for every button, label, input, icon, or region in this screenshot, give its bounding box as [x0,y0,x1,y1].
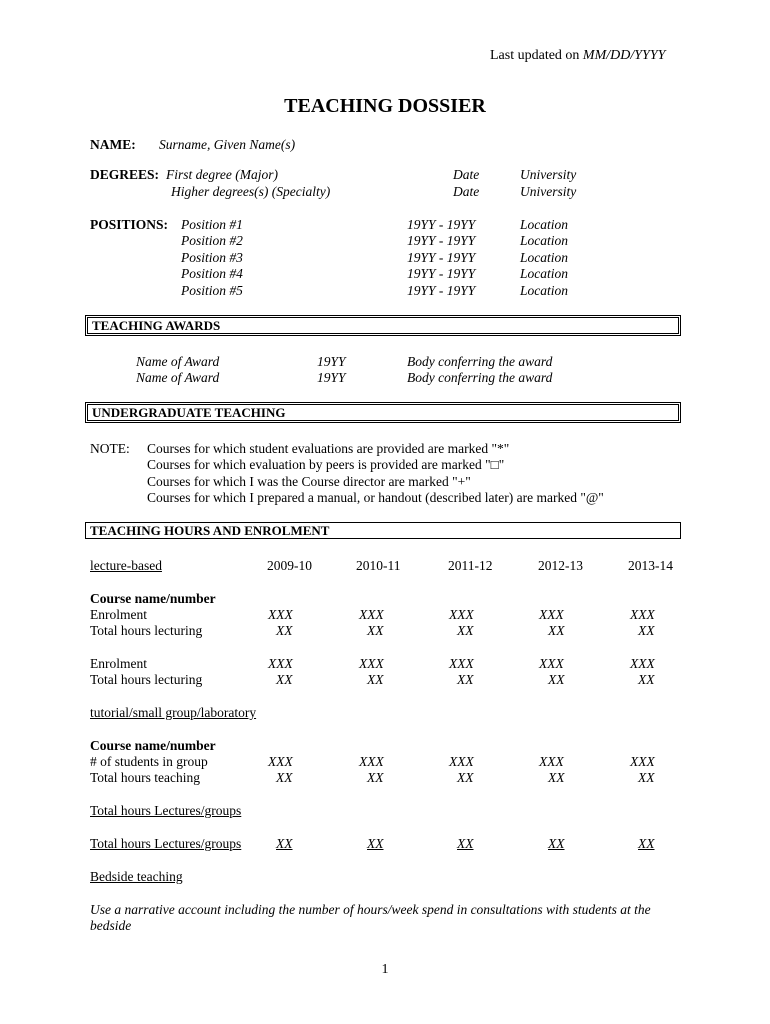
award-2-name: Name of Award [136,370,220,385]
position-3-years: 19YY - 19YY [407,250,476,265]
total-lectures-groups-label-1: Total hours Lectures/groups [90,803,242,818]
year-col-1: 2009-10 [267,558,312,573]
enrolment-1-y2: XXX [359,607,384,622]
position-5: Position #5 [181,283,243,298]
total-lg-y5: XX [638,836,655,851]
degree-1-date: Date [453,167,480,182]
teaching-y2: XX [367,770,384,785]
teaching-awards-heading: TEACHING AWARDS [85,315,681,336]
total-lg-y4: XX [548,836,565,851]
enrolment-label-1: Enrolment [90,607,147,622]
students-y4: XXX [539,754,564,769]
lecturing-2-y1: XX [276,672,293,687]
lecturing-1-y4: XX [548,623,565,638]
undergraduate-teaching-heading: UNDERGRADUATE TEACHING [85,402,681,423]
lecturing-1-y2: XX [367,623,384,638]
enrolment-2-y1: XXX [268,656,293,671]
narrative-line-2: bedside [90,918,132,933]
position-2-years: 19YY - 19YY [407,233,476,248]
enrolment-1-y1: XXX [268,607,293,622]
award-1-body: Body conferring the award [407,354,553,369]
award-1-name: Name of Award [136,354,220,369]
bedside-label: Bedside teaching [90,869,183,884]
total-teaching-label: Total hours teaching [90,770,201,785]
enrolment-2-y3: XXX [449,656,474,671]
position-4-location: Location [520,266,569,281]
position-3-location: Location [520,250,569,265]
enrolment-1-y3: XXX [449,607,474,622]
degrees-label: DEGREES: [90,167,160,182]
year-col-2: 2010-11 [356,558,401,573]
position-2: Position #2 [181,233,243,248]
last-updated: Last updated on MM/DD/YYYY [490,48,666,63]
year-col-4: 2012-13 [538,558,583,573]
teaching-y1: XX [276,770,293,785]
award-2-year: 19YY [317,370,346,385]
year-col-5: 2013-14 [628,558,673,573]
position-3: Position #3 [181,250,243,265]
award-2-body: Body conferring the award [407,370,553,385]
teaching-y3: XX [457,770,474,785]
position-1: Position #1 [181,217,243,232]
degree-2-university: University [520,184,577,199]
teaching-y5: XX [638,770,655,785]
lecture-based-label: lecture-based [90,558,162,573]
students-y5: XXX [630,754,655,769]
enrolment-2-y4: XXX [539,656,564,671]
name-label: NAME: [90,137,136,152]
position-4-years: 19YY - 19YY [407,266,476,281]
lecturing-1-y5: XX [638,623,655,638]
total-lectures-groups-label-2: Total hours Lectures/groups [90,836,242,851]
enrolment-2-y2: XXX [359,656,384,671]
lecturing-2-y2: XX [367,672,384,687]
lecturing-2-y5: XX [638,672,655,687]
position-5-years: 19YY - 19YY [407,283,476,298]
note-2: Courses for which evaluation by peers is provided are marked "□" [147,457,505,472]
lecturing-1-y1: XX [276,623,293,638]
total-lg-y3: XX [457,836,474,851]
total-lecturing-label-2: Total hours lecturing [90,672,203,687]
name-value: Surname, Given Name(s) [159,137,296,152]
enrolment-2-y5: XXX [630,656,655,671]
degree-1-university: University [520,167,577,182]
position-2-location: Location [520,233,569,248]
note-1: Courses for which student evaluations are provided are marked "*" [147,441,510,456]
position-4: Position #4 [181,266,243,281]
teaching-hours-heading: TEACHING HOURS AND ENROLMENT [85,522,681,539]
enrolment-1-y5: XXX [630,607,655,622]
students-y1: XXX [268,754,293,769]
lecturing-1-y3: XX [457,623,474,638]
enrolment-label-2: Enrolment [90,656,147,671]
award-1-year: 19YY [317,354,346,369]
page-title: TEACHING DOSSIER [284,95,486,117]
degree-1: First degree (Major) [166,167,278,182]
page-number: 1 [381,962,389,977]
students-y3: XXX [449,754,474,769]
total-lg-y1: XX [276,836,293,851]
teaching-y4: XX [548,770,565,785]
year-col-3: 2011-12 [448,558,493,573]
tutorial-label: tutorial/small group/laboratory [90,705,257,720]
positions-label: POSITIONS: [90,217,169,232]
lecturing-2-y3: XX [457,672,474,687]
enrolment-1-y4: XXX [539,607,564,622]
note-4: Courses for which I prepared a manual, or handout (described later) are marked "@" [147,490,604,505]
course-label-2: Course name/number [90,738,216,753]
degree-2: Higher degrees(s) (Specialty) [171,184,331,199]
students-y2: XXX [359,754,384,769]
degree-2-date: Date [453,184,480,199]
course-label-1: Course name/number [90,591,216,606]
note-label: NOTE: [90,441,130,456]
students-label: # of students in group [90,754,208,769]
position-5-location: Location [520,283,569,298]
position-1-years: 19YY - 19YY [407,217,476,232]
narrative-line-1: Use a narrative account including the number of hours/week spend in consultations with students at the [90,902,651,917]
position-1-location: Location [520,217,569,232]
total-lecturing-label-1: Total hours lecturing [90,623,203,638]
lecturing-2-y4: XX [548,672,565,687]
note-3: Courses for which I was the Course director are marked "+" [147,474,471,489]
total-lg-y2: XX [367,836,384,851]
